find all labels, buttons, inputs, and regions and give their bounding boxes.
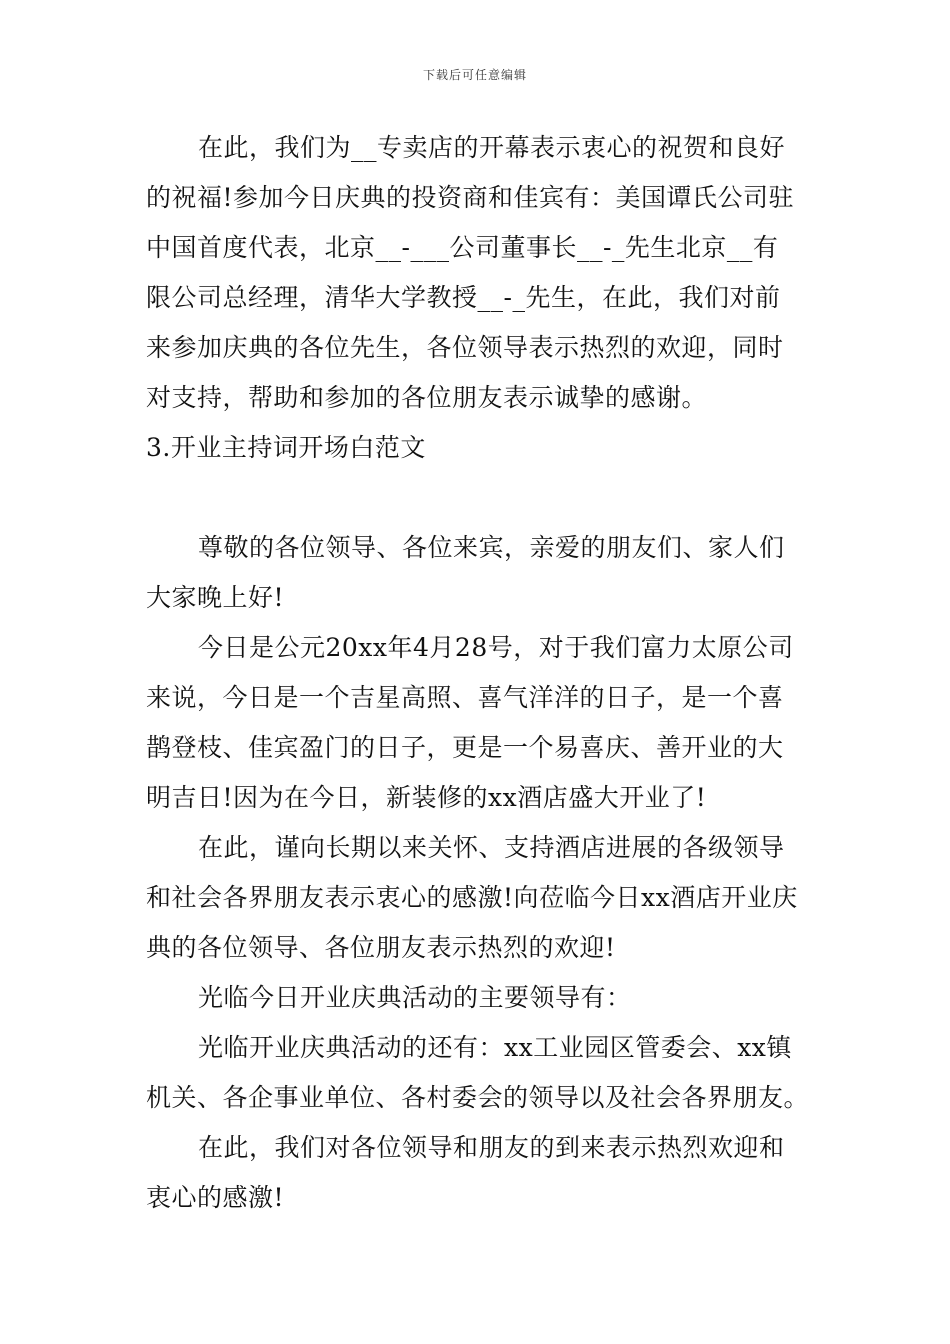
paragraph-line: 中国首度代表，北京__-___公司董事长__-_先生北京__有 (146, 233, 779, 262)
paragraph-line: 来说，今日是一个吉星高照、喜气洋洋的日子，是一个喜 (146, 683, 784, 712)
paragraph-line: 在此，我们对各位领导和朋友的到来表示热烈欢迎和 (198, 1133, 785, 1162)
paragraph-line: 限公司总经理，清华大学教授__-_先生，在此，我们对前 (146, 283, 781, 312)
paragraph-line: 在此，我们为__专卖店的开幕表示衷心的祝贺和良好 (198, 133, 786, 162)
paragraph-line: 光临今日开业庆典活动的主要领导有： (198, 983, 632, 1012)
paragraph-line: 和社会各界朋友表示衷心的感激!向莅临今日xx酒店开业庆 (146, 883, 798, 912)
paragraph-line: 的祝福!参加今日庆典的投资商和佳宾有：美国谭氏公司驻 (146, 183, 795, 212)
paragraph-line: 来参加庆典的各位先生，各位领导表示热烈的欢迎，同时 (146, 333, 784, 362)
paragraph-line: 机关、各企事业单位、各村委会的领导以及社会各界朋友。 (146, 1083, 810, 1112)
section-heading: 3.开业主持词开场白范文 (146, 433, 426, 462)
paragraph-line: 今日是公元20xx年4月28号，对于我们富力太原公司 (198, 633, 794, 662)
paragraph-line: 大家晚上好! (146, 583, 285, 612)
paragraph-line: 对支持，帮助和参加的各位朋友表示诚挚的感谢。 (146, 383, 708, 412)
paragraph-line: 明吉日!因为在今日，新装修的xx酒店盛大开业了! (146, 783, 707, 812)
paragraph-line: 尊敬的各位领导、各位来宾，亲爱的朋友们、家人们 (198, 533, 785, 562)
page-header-note: 下载后可任意编辑 (422, 68, 527, 82)
paragraph-line: 衷心的感激! (146, 1183, 285, 1212)
paragraph-line: 在此，谨向长期以来关怀、支持酒店进展的各级领导 (198, 833, 785, 862)
paragraph-line: 鹊登枝、佳宾盈门的日子，更是一个易喜庆、善开业的大 (146, 733, 784, 762)
paragraph-line: 光临开业庆典活动的还有：xx工业园区管委会、xx镇 (198, 1033, 792, 1062)
paragraph-line: 典的各位领导、各位朋友表示热烈的欢迎! (146, 933, 616, 962)
